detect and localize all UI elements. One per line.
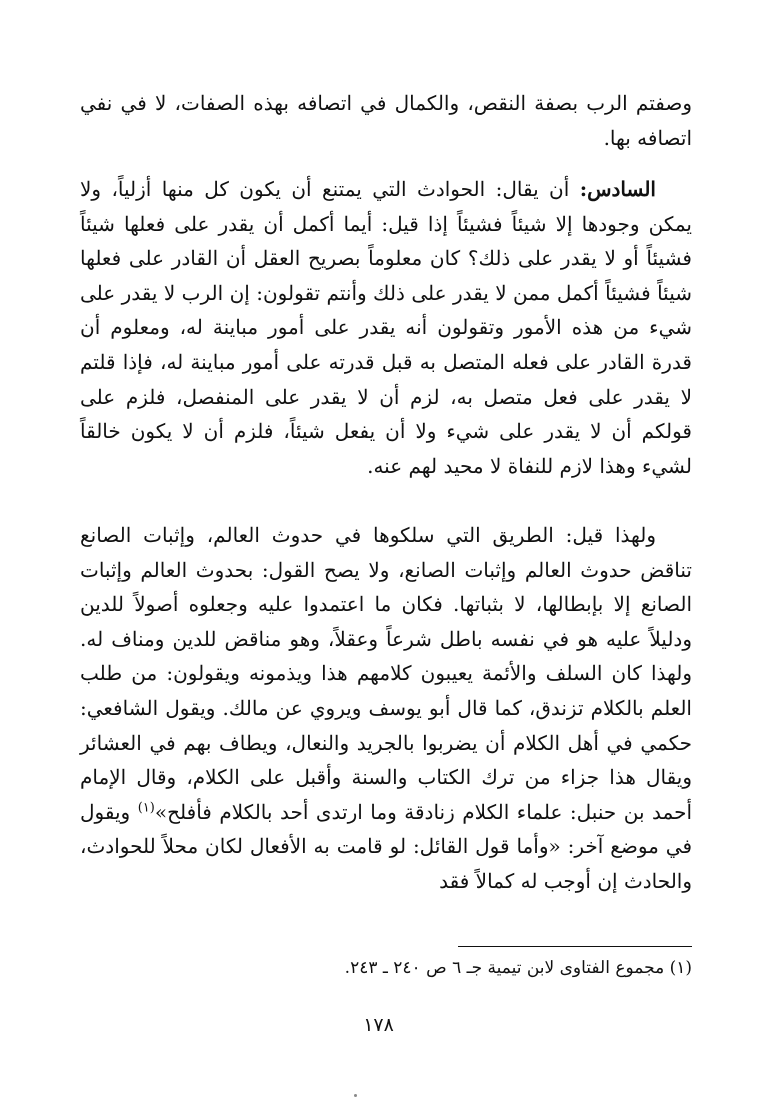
paragraph-3 <box>80 518 692 899</box>
paragraph-3-text: ولهذا قيل: الطريق التي سلكوها في حدوث العالم، وإثبات الصانع تناقض حدوث العالم وإثبات الصانع، ولا يصح القول: بحدوث العالم وإثبات الصانع إلا بإبطالها، لا بثباتها. فكان ما اعتمدوا عليه وجعلوه أصولاً للدين ودليلاً عليه هو في نفسه باطل شرعاً وعقلاً، وهو مناقض للدين ومناف له. ولهذا كان السلف والأئمة يعيبون كلامهم هذا ويذمونه ويقولون: من طلب العلم بالكلام تزندق، كما قال أبو يوسف ويروي عن مالك. ويقول الشافعي: حكمي في أهل الكلام أن يضربوا بالجريد والنعال، ويطاف بهم في العشائر ويقال هذا جزاء من ترك الكتاب والسنة وأقبل على الكلام، وقال الإمام أحمد بن حنبل: علماء الكلام زنادقة وما ارتدى أحد بالكلام فأفلح» <box>80 523 693 824</box>
footnote-text: (١) مجموع الفتاوى لابن تيمية جـ ٦ ص ٢٤٠ ـ ٢٤٣. <box>344 958 692 978</box>
footnote <box>80 953 692 983</box>
footnote-divider <box>458 946 692 947</box>
main-text-3 <box>80 518 692 899</box>
paragraph-1-text: وصفتم الرب بصفة النقص، والكمال في اتصافه بهذه الصفات، لا في نفي اتصافه بها. <box>80 91 692 150</box>
scan-speck <box>354 1094 357 1097</box>
main-text <box>80 86 692 155</box>
paragraph-2-lead: السادس: <box>579 177 656 201</box>
main-text-2 <box>80 172 692 483</box>
page-number: ١٧٨ <box>363 1014 394 1036</box>
paragraph-2 <box>80 172 692 483</box>
paragraph-2-text: أن يقال: الحوادث التي يمتنع أن يكون كل منها أزلياً، ولا يمكن وجودها إلا شيئاً فشيئاً إذا قيل: أيما أكمل أن يقدر على فعلها شيئاً فشيئاً أو لا يقدر على ذلك؟ كان معلوماً بصريح العقل أن القادر على فعلها شيئاً فشيئاً أكمل ممن لا يقدر على ذلك وأنتم تقولون: إن الرب لا يقدر على شيء من هذه الأمور وتقولون أنه يقدر على أمور مباينة له، ومعلوم أن قدرة القادر على فعله المتصل به قبل قدرته على أمور مباينة له، فإذا قلتم لا يقدر على فعل متصل به، لزم أن لا يقدر على المنفصل، فلزم على قولكم أن لا يقدر على شيء ولا أن يفعل شيئاً، فلزم أن لا يكون خالقاً لشيء وهذا لازم للنفاة لا محيد لهم عنه. <box>80 177 692 478</box>
paragraph-3-text-after: ويقول في موضع آخر: «وأما قول القائل: لو قامت به الأفعال لكان محلاً للحوادث، والحادث إن أوجب له كمالاً فقد <box>80 799 692 893</box>
footnote-marker[interactable]: (١) <box>137 800 155 816</box>
paragraph-1 <box>80 86 692 155</box>
